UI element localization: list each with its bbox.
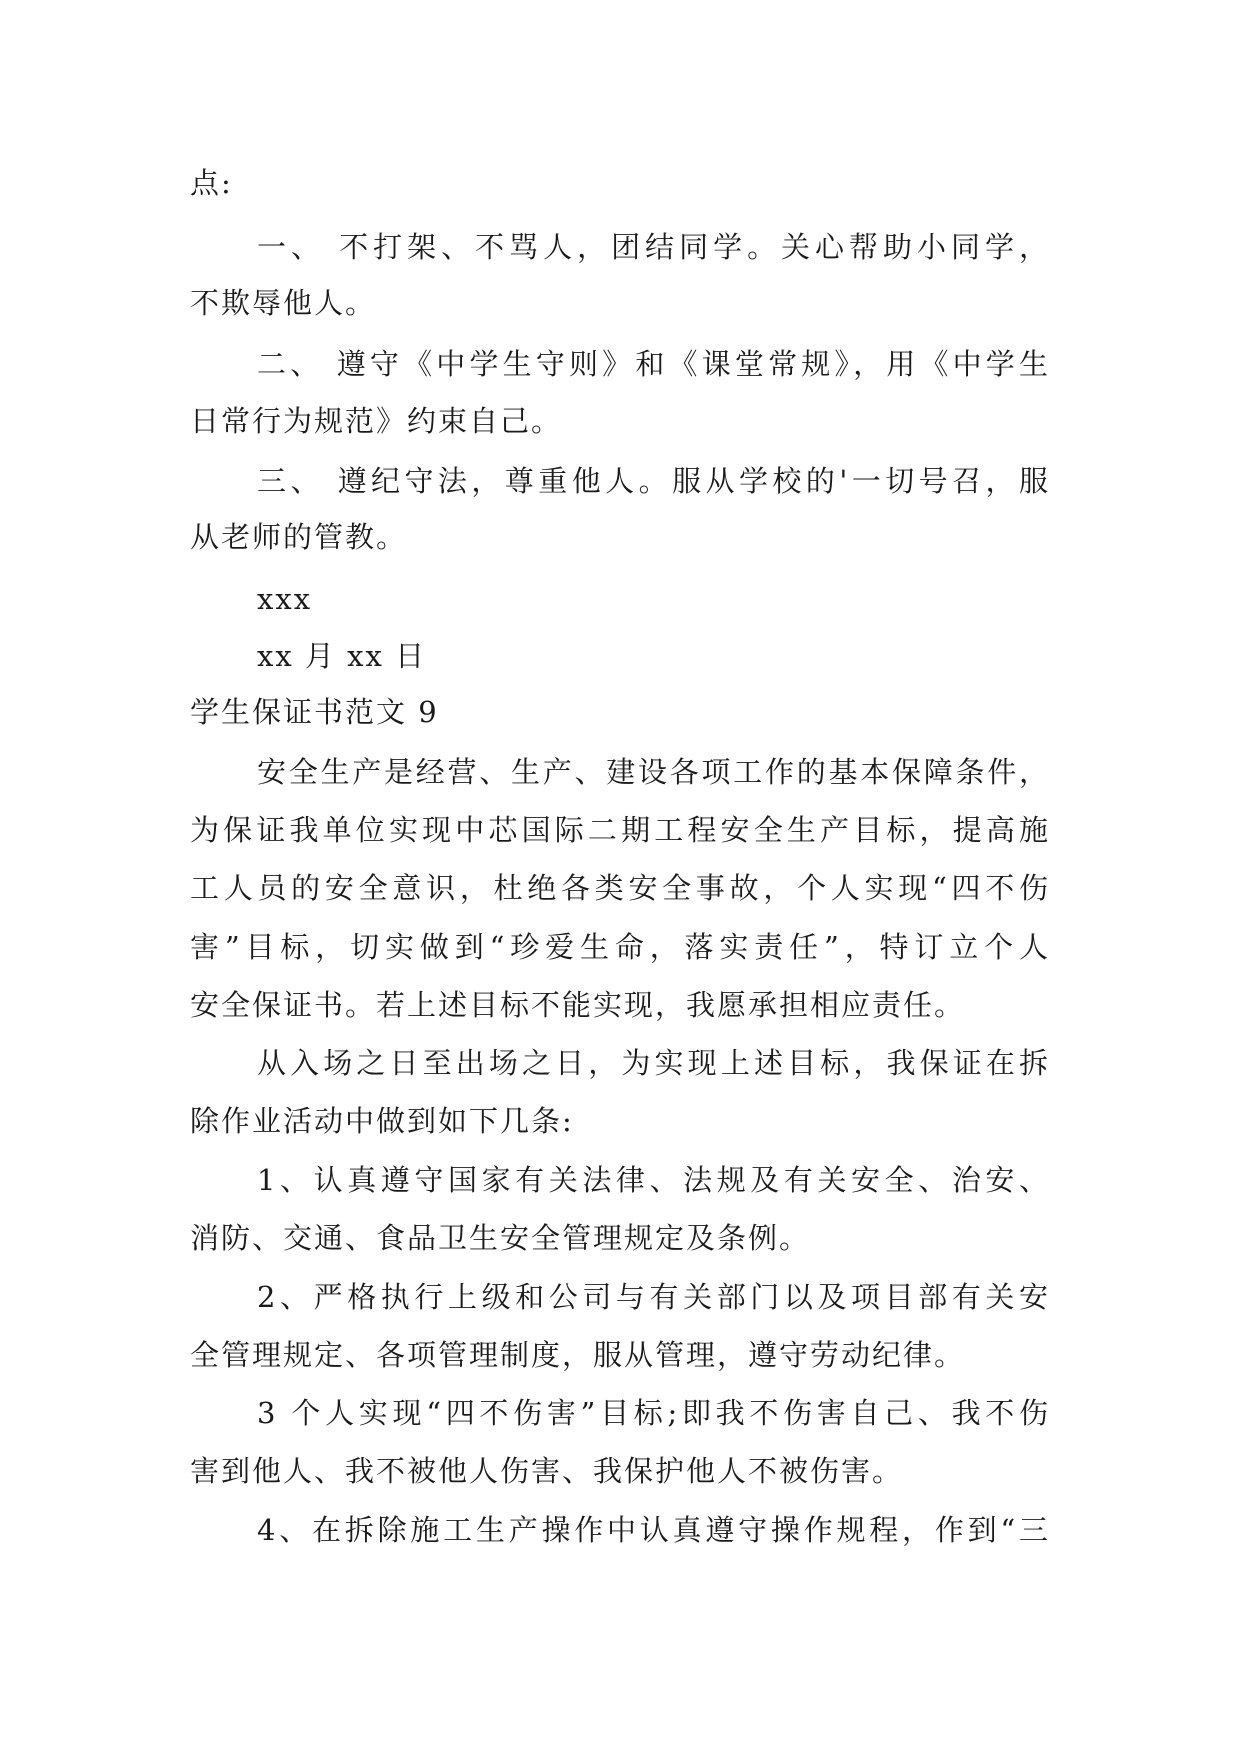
text-line: 三、 遵纪守法，尊重他人。服从学校的'一切号召，服	[257, 464, 1050, 498]
text-line: 4、在拆除施工生产操作中认真遵守操作规程，作到“三	[257, 1513, 1050, 1547]
text-line: 二、 遵守《中学生守则》和《课堂常规》，用《中学生	[257, 347, 1050, 381]
text-line: 工人员的安全意识，杜绝各类安全事故，个人实现“四不伤	[190, 871, 1050, 905]
text-line: 1、认真遵守国家有关法律、法规及有关安全、治安、	[257, 1163, 1050, 1197]
text-line: 3 个人实现“四不伤害”目标;即我不伤害自己、我不伤	[257, 1396, 1050, 1430]
text-line: 从老师的管教。	[190, 520, 408, 554]
text-line: 从入场之日至出场之日，为实现上述目标，我保证在拆	[257, 1046, 1050, 1080]
text-line: 除作业活动中做到如下几条:	[190, 1104, 574, 1138]
text-line: 害到他人、我不被他人伤害、我保护他人不被伤害。	[190, 1454, 904, 1488]
signature-name: xxx	[257, 582, 313, 616]
text-line: 日常行为规范》约束自己。	[190, 404, 563, 438]
text-line: 全管理规定、各项管理制度，服从管理，遵守劳动纪律。	[190, 1338, 966, 1372]
text-line: 不欺辱他人。	[190, 286, 377, 320]
text-line: 安全生产是经营、生产、建设各项工作的基本保障条件，	[257, 755, 1050, 789]
section-title: 学生保证书范文 9	[190, 695, 439, 729]
text-line: 点:	[190, 166, 233, 200]
text-line: 害”目标，切实做到“珍爱生命，落实责任”，特订立个人	[190, 930, 1050, 964]
text-line: 一、 不打架、不骂人，团结同学。关心帮助小同学，	[257, 230, 1050, 264]
text-line: 为保证我单位实现中芯国际二期工程安全生产目标，提高施	[190, 813, 1050, 847]
text-line: 2、严格执行上级和公司与有关部门以及项目部有关安	[257, 1280, 1050, 1314]
signature-date: xx 月 xx 日	[257, 639, 427, 673]
text-line: 消防、交通、食品卫生安全管理规定及条例。	[190, 1221, 811, 1255]
text-line: 安全保证书。若上述目标不能实现，我愿承担相应责任。	[190, 988, 966, 1022]
